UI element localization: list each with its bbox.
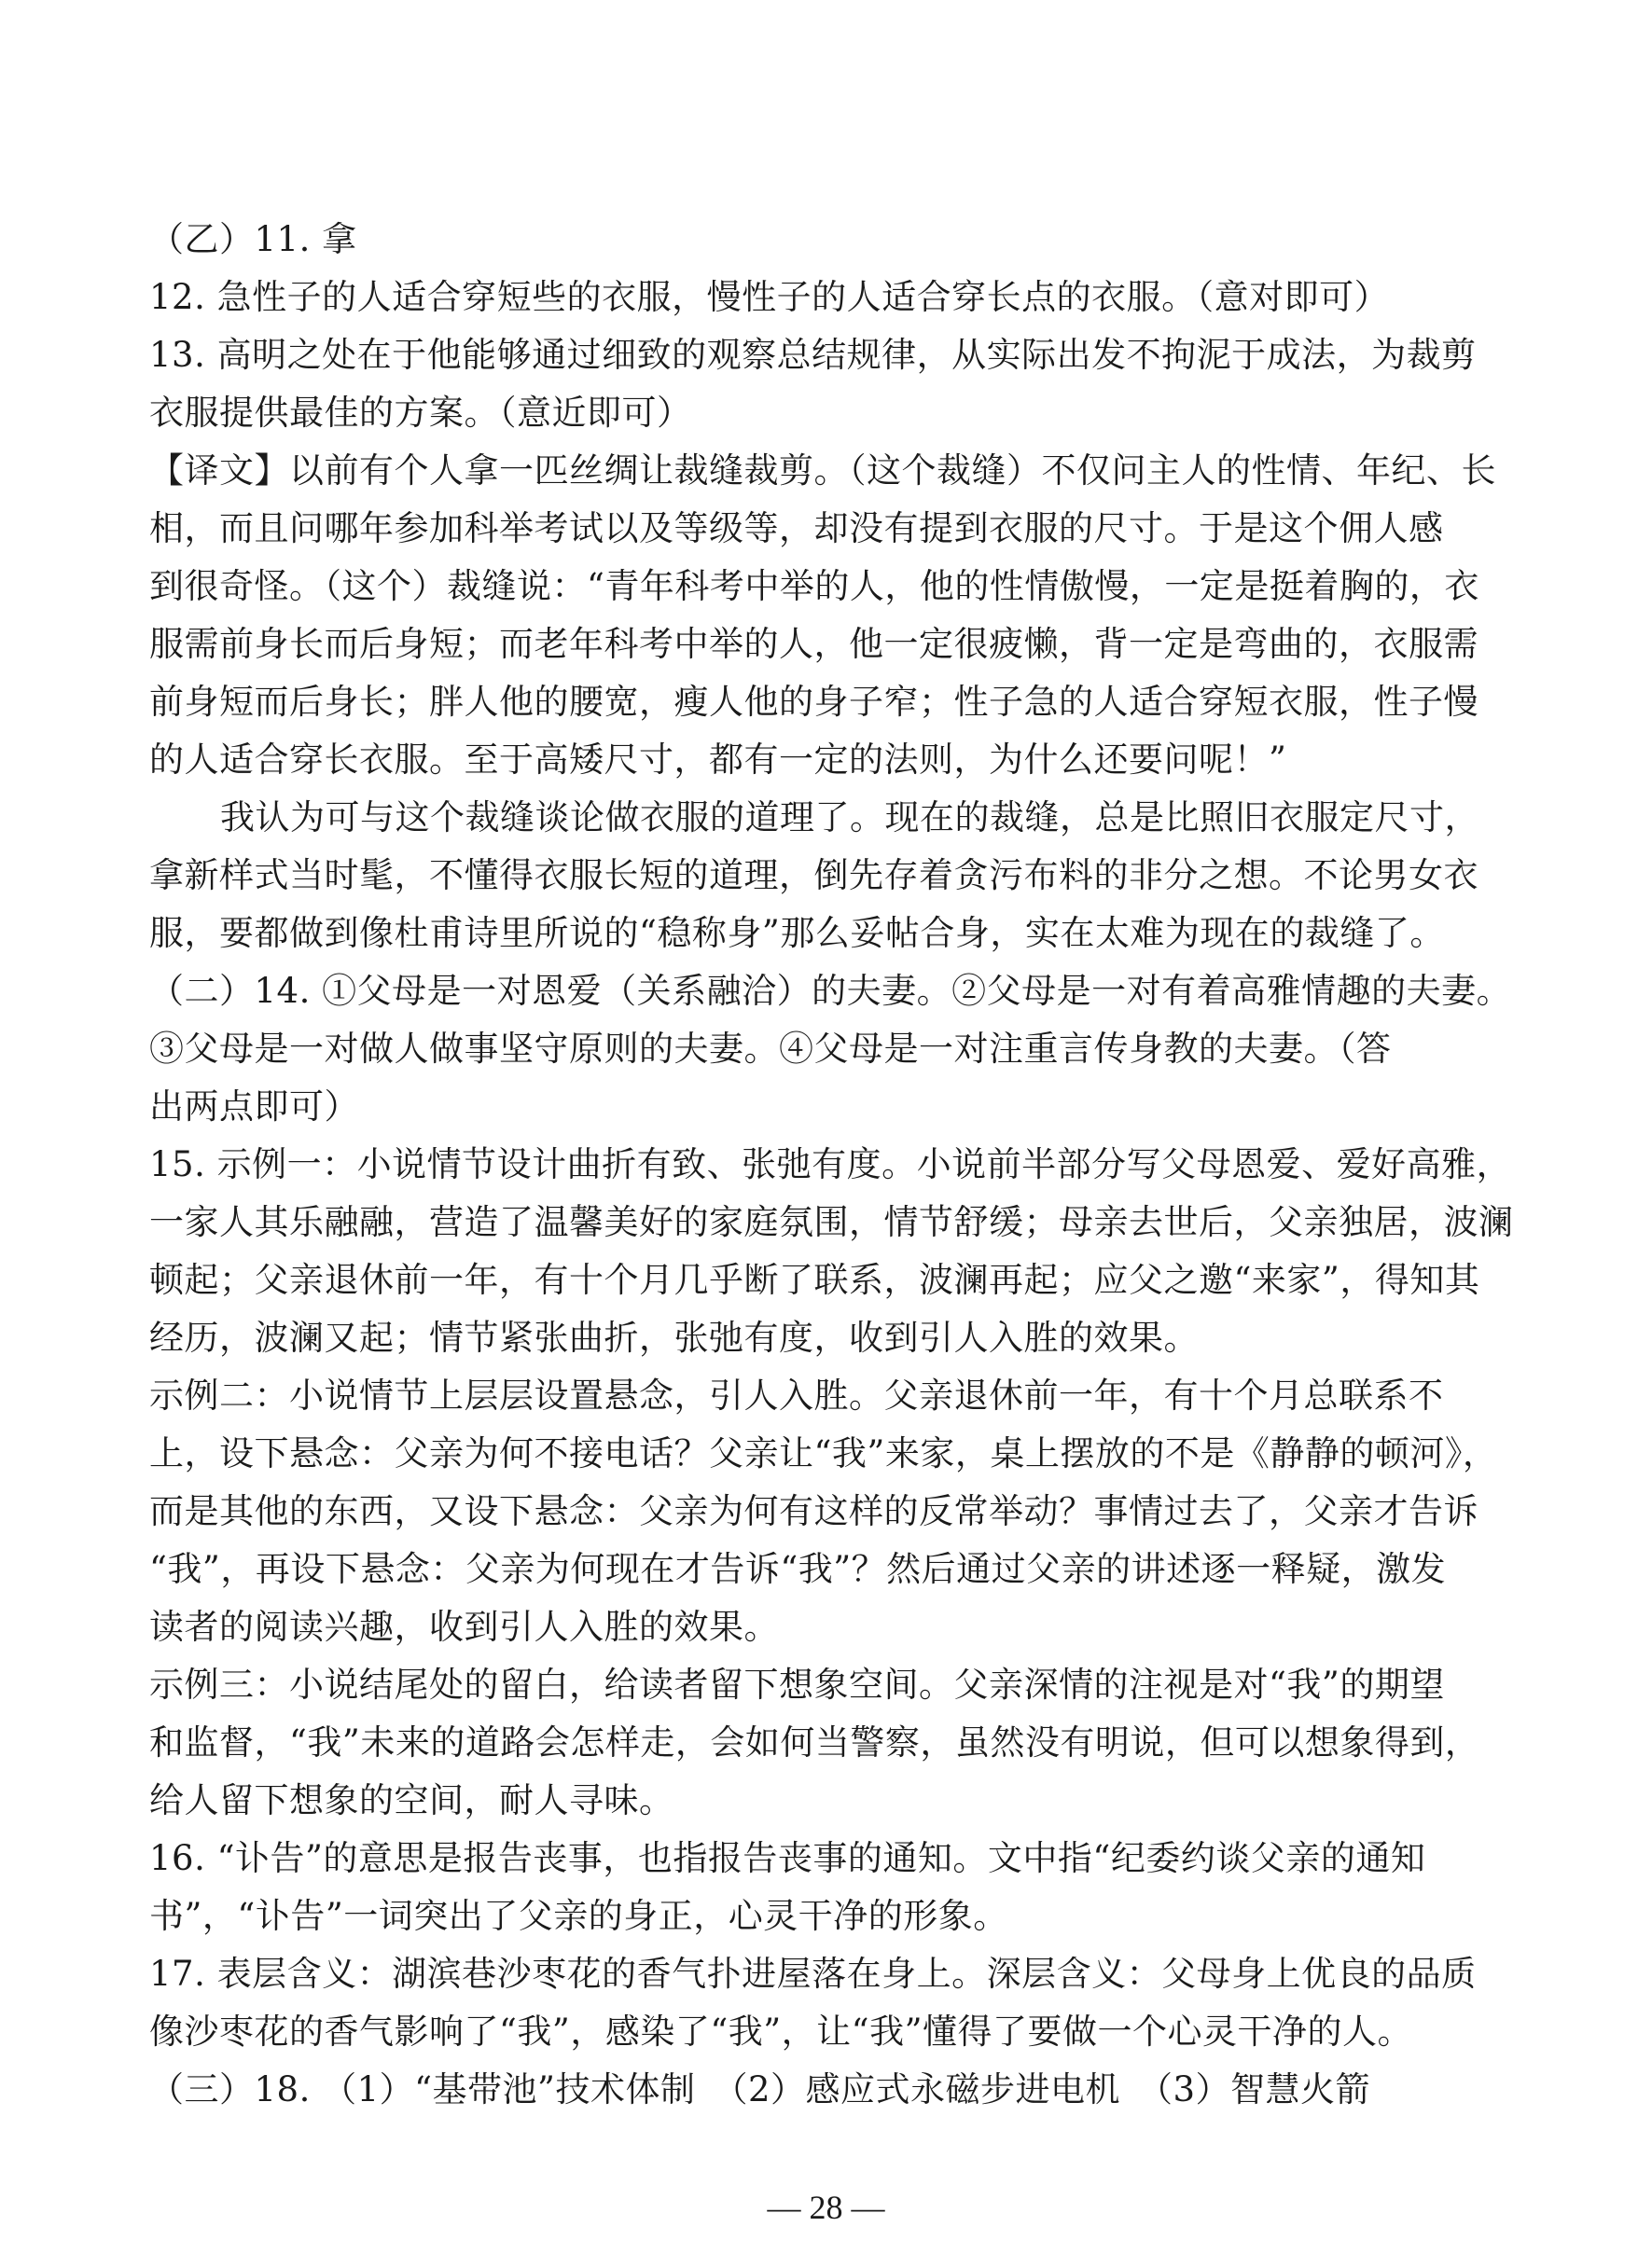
- text-line: 出两点即可）: [149, 1086, 359, 1127]
- text-line: 和监督，“我”未来的道路会怎样走，会如何当警察，虽然没有明说，但可以想象得到，: [149, 1722, 1480, 1763]
- text-line: “我”，再设下悬念：父亲为何现在才告诉“我”？然后通过父亲的讲述逐一释疑，激发: [149, 1549, 1447, 1589]
- page-number: — 28 —: [767, 2189, 885, 2226]
- text-line: 像沙枣花的香气影响了“我”，感染了“我”，让“我”懂得了要做一个心灵干净的人。: [149, 2012, 1412, 2052]
- text-line: 17. 表层含义：湖滨巷沙枣花的香气扑进屋落在身上。深层含义：父母身上优良的品质: [149, 1954, 1477, 1994]
- text-line: （乙）11. 拿: [149, 219, 357, 259]
- text-line: 服需前身长而后身短；而老年科考中举的人，他一定很疲懒，背一定是弯曲的，衣服需: [149, 624, 1478, 664]
- text-line: 上，设下悬念：父亲为何不接电话？父亲让“我”来家，桌上摆放的不是《静静的顿河》，: [149, 1433, 1498, 1473]
- text-line: 相，而且问哪年参加科举考试以及等级等，却没有提到衣服的尺寸。于是这个佣人感: [149, 508, 1444, 548]
- text-line: （三）18. （1）“基带池”技术体制 （2）感应式永磁步进电机 （3）智慧火箭: [149, 2069, 1371, 2109]
- text-line: 【译文】以前有个人拿一匹丝绸让裁缝裁剪。（这个裁缝）不仅问主人的性情、年纪、长: [149, 450, 1496, 491]
- text-line: 衣服提供最佳的方案。（意近即可）: [149, 393, 692, 433]
- text-line: 一家人其乐融融，营造了温馨美好的家庭氛围，情节舒缓；母亲去世后，父亲独居，波澜: [149, 1202, 1514, 1242]
- text-line: 我认为可与这个裁缝谈论做衣服的道理了。现在的裁缝，总是比照旧衣服定尺寸，: [220, 797, 1479, 837]
- text-line: 书”，“讣告”一词突出了父亲的身正，心灵干净的形象。: [149, 1896, 1008, 1936]
- text-line: 服，要都做到像杜甫诗里所说的“稳称身”那么妥帖合身，实在太难为现在的裁缝了。: [149, 913, 1445, 953]
- text-line: 读者的阅读兴趣，收到引人入胜的效果。: [149, 1607, 779, 1647]
- text-line: 经历，波澜又起；情节紧张曲折，张弛有度，收到引人入胜的效果。: [149, 1318, 1199, 1358]
- text-line: 顿起；父亲退休前一年，有十个月几乎断了联系，波澜再起；应父之邀“来家”，得知其: [149, 1260, 1480, 1300]
- answer-text: [149, 211, 1514, 2119]
- text-line: 示例二：小说情节上层层设置悬念，引人入胜。父亲退休前一年，有十个月总联系不: [149, 1376, 1444, 1416]
- text-line: 拿新样式当时髦，不懂得衣服长短的道理，倒先存着贪污布料的非分之想。不论男女衣: [149, 855, 1478, 895]
- text-line: ③父母是一对做人做事坚守原则的夫妻。④父母是一对注重言传身教的夫妻。（答: [149, 1029, 1392, 1069]
- text-line: 16. “讣告”的意思是报告丧事，也指报告丧事的通知。文中指“纪委约谈父亲的通知: [149, 1838, 1426, 1878]
- text-line: 13. 高明之处在于他能够通过细致的观察总结规律，从实际出发不拘泥于成法，为裁剪: [149, 335, 1477, 375]
- text-line: 给人留下想象的空间，耐人寻味。: [149, 1780, 674, 1820]
- text-line: 的人适合穿长衣服。至于高矮尺寸，都有一定的法则，为什么还要问呢！”: [149, 740, 1287, 780]
- text-line: 12. 急性子的人适合穿短些的衣服，慢性子的人适合穿长点的衣服。（意对即可）: [149, 277, 1390, 317]
- text-line: 15. 示例一：小说情节设计曲折有致、张弛有度。小说前半部分写父母恩爱、爱好高雅，: [149, 1144, 1512, 1184]
- text-line: 前身短而后身长；胖人他的腰宽，瘦人他的身子窄；性子急的人适合穿短衣服，性子慢: [149, 682, 1478, 722]
- text-line: 而是其他的东西，又设下悬念：父亲为何有这样的反常举动？事情过去了，父亲才告诉: [149, 1491, 1478, 1531]
- text-line: （二）14. ①父母是一对恩爱（关系融洽）的夫妻。②父母是一对有着高雅情趣的夫妻。: [149, 971, 1512, 1011]
- text-line: 到很奇怪。（这个）裁缝说：“青年科考中举的人，他的性情傲慢，一定是挺着胸的，衣: [149, 566, 1479, 606]
- text-line: 示例三：小说结尾处的留白，给读者留下想象空间。父亲深情的注视是对“我”的期望: [149, 1665, 1445, 1705]
